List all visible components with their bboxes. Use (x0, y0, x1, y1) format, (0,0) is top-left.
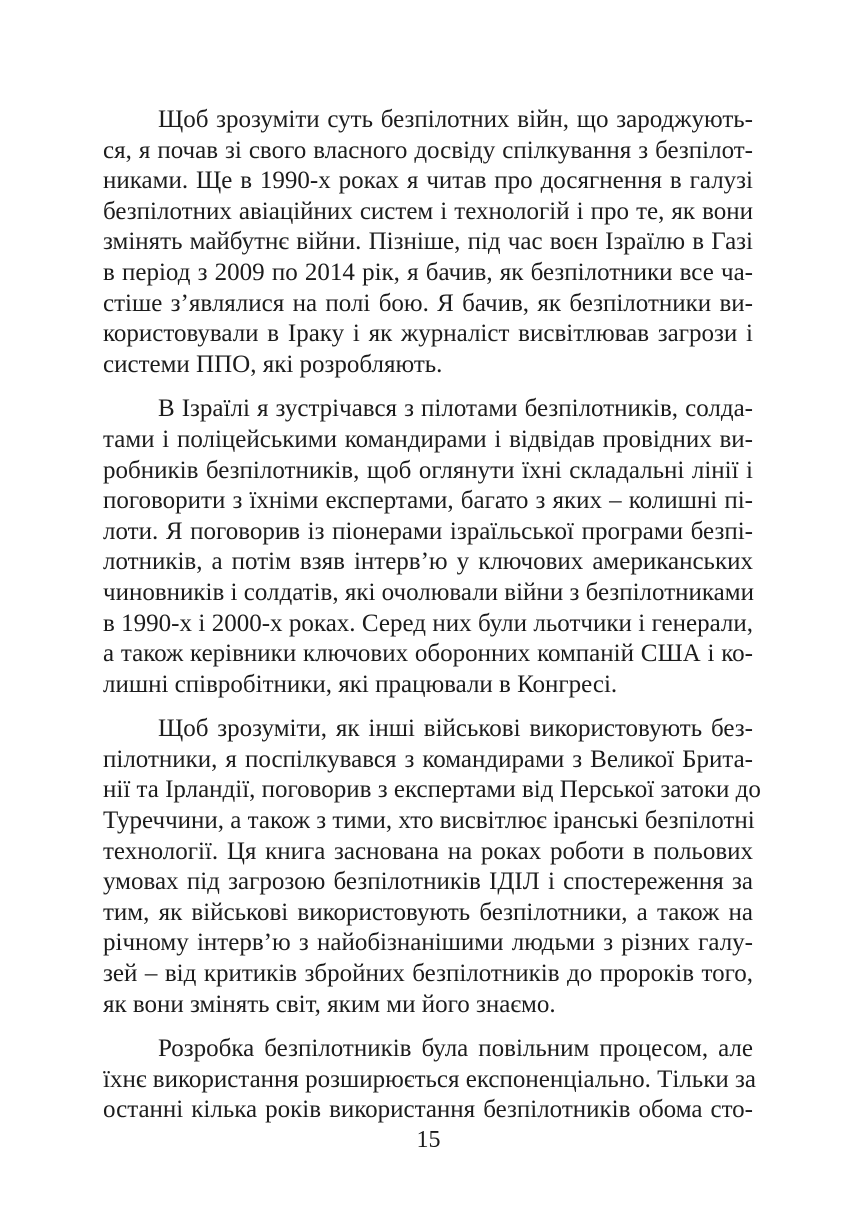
text-line: стіше з’являлися на полі бою. Я бачив, як безпілотники ви- (103, 289, 753, 317)
text-line: тим, як військові використовують безпілотники, а також на (103, 898, 753, 926)
text-line: ся, я почав зі свого власного досвіду спілкування з безпілот- (103, 136, 753, 164)
text-line: лишні співробітники, які працювали в Конгресі. (103, 670, 618, 698)
text-line: а також керівники ключових оборонних компаній США і ко- (103, 640, 753, 668)
paragraph (103, 714, 761, 1020)
paragraph (103, 1034, 756, 1126)
text-line: умовах під загрозою безпілотників ІДІЛ і спостереження за (103, 868, 753, 896)
text-line: системи ППО, які розробляють. (103, 350, 443, 378)
text-line: їхнє використання розширюється експоненціально. Тільки за (103, 1065, 756, 1093)
text-line: Розробка безпілотників була повільним процесом, але (158, 1035, 753, 1063)
text-line: Щоб зрозуміти, як інші військові використовують без- (158, 715, 753, 743)
text-line: останні кілька років використання безпілотників обома сто- (103, 1096, 753, 1124)
text-line: нії та Ірландії, поговорив з експертами від Перської затоки до (103, 776, 761, 804)
text-line: зей – від критиків збройних безпілотників до пророків того, (103, 960, 753, 988)
text-line: річному інтерв’ю з найобізнанішими людьми з різних галу- (103, 929, 753, 957)
text-line: безпілотних авіаційних систем і технологій і про те, як вони (103, 197, 753, 225)
text-line: В Ізраїлі я зустрічався з пілотами безпілотників, солда- (158, 395, 753, 423)
paragraph (103, 394, 753, 700)
page-number: 15 (416, 1127, 441, 1153)
text-line: як вони змінять світ, яким ми його знаємо. (103, 990, 556, 1018)
text-line: поговорити з їхніми експертами, багато з яких – колишні пі- (103, 487, 753, 515)
text-line: лотників, а потім взяв інтерв’ю у ключових американських (103, 548, 753, 576)
text-line: Туреччини, а також з тими, хто висвітлює іранські безпілотні (103, 807, 755, 835)
body-text (103, 105, 761, 1126)
text-line: в 1990-х і 2000-х роках. Серед них були льотчики і генерали, (103, 609, 753, 637)
text-line: робників безпілотників, щоб оглянути їхні складальні лінії і (103, 456, 753, 484)
text-line: чиновників і солдатів, які очолювали війни з безпілотниками (103, 578, 754, 606)
text-line: тами і поліцейськими командирами і відвідав провідних ви- (103, 425, 753, 453)
text-line: користовували в Іраку і як журналіст висвітлював загрози і (103, 320, 753, 348)
text-line: лоти. Я поговорив із піонерами ізраїльської програми безпі- (103, 517, 753, 545)
text-line: Щоб зрозуміти суть безпілотних війн, що зароджують- (158, 106, 753, 133)
text-line: пілотники, я поспілкувався з командирами з Великої Брита- (103, 745, 753, 773)
text-line: никами. Ще в 1990-х роках я читав про досягнення в галузі (103, 167, 753, 195)
text-line: технології. Ця книга заснована на роках роботи в польових (103, 837, 753, 865)
text-line: змінять майбутнє війни. Пізніше, під час воєн Ізраїлю в Газі (103, 228, 753, 256)
paragraph (103, 105, 753, 380)
text-line: в період з 2009 по 2014 рік, я бачив, як безпілотники все ча- (103, 258, 753, 286)
